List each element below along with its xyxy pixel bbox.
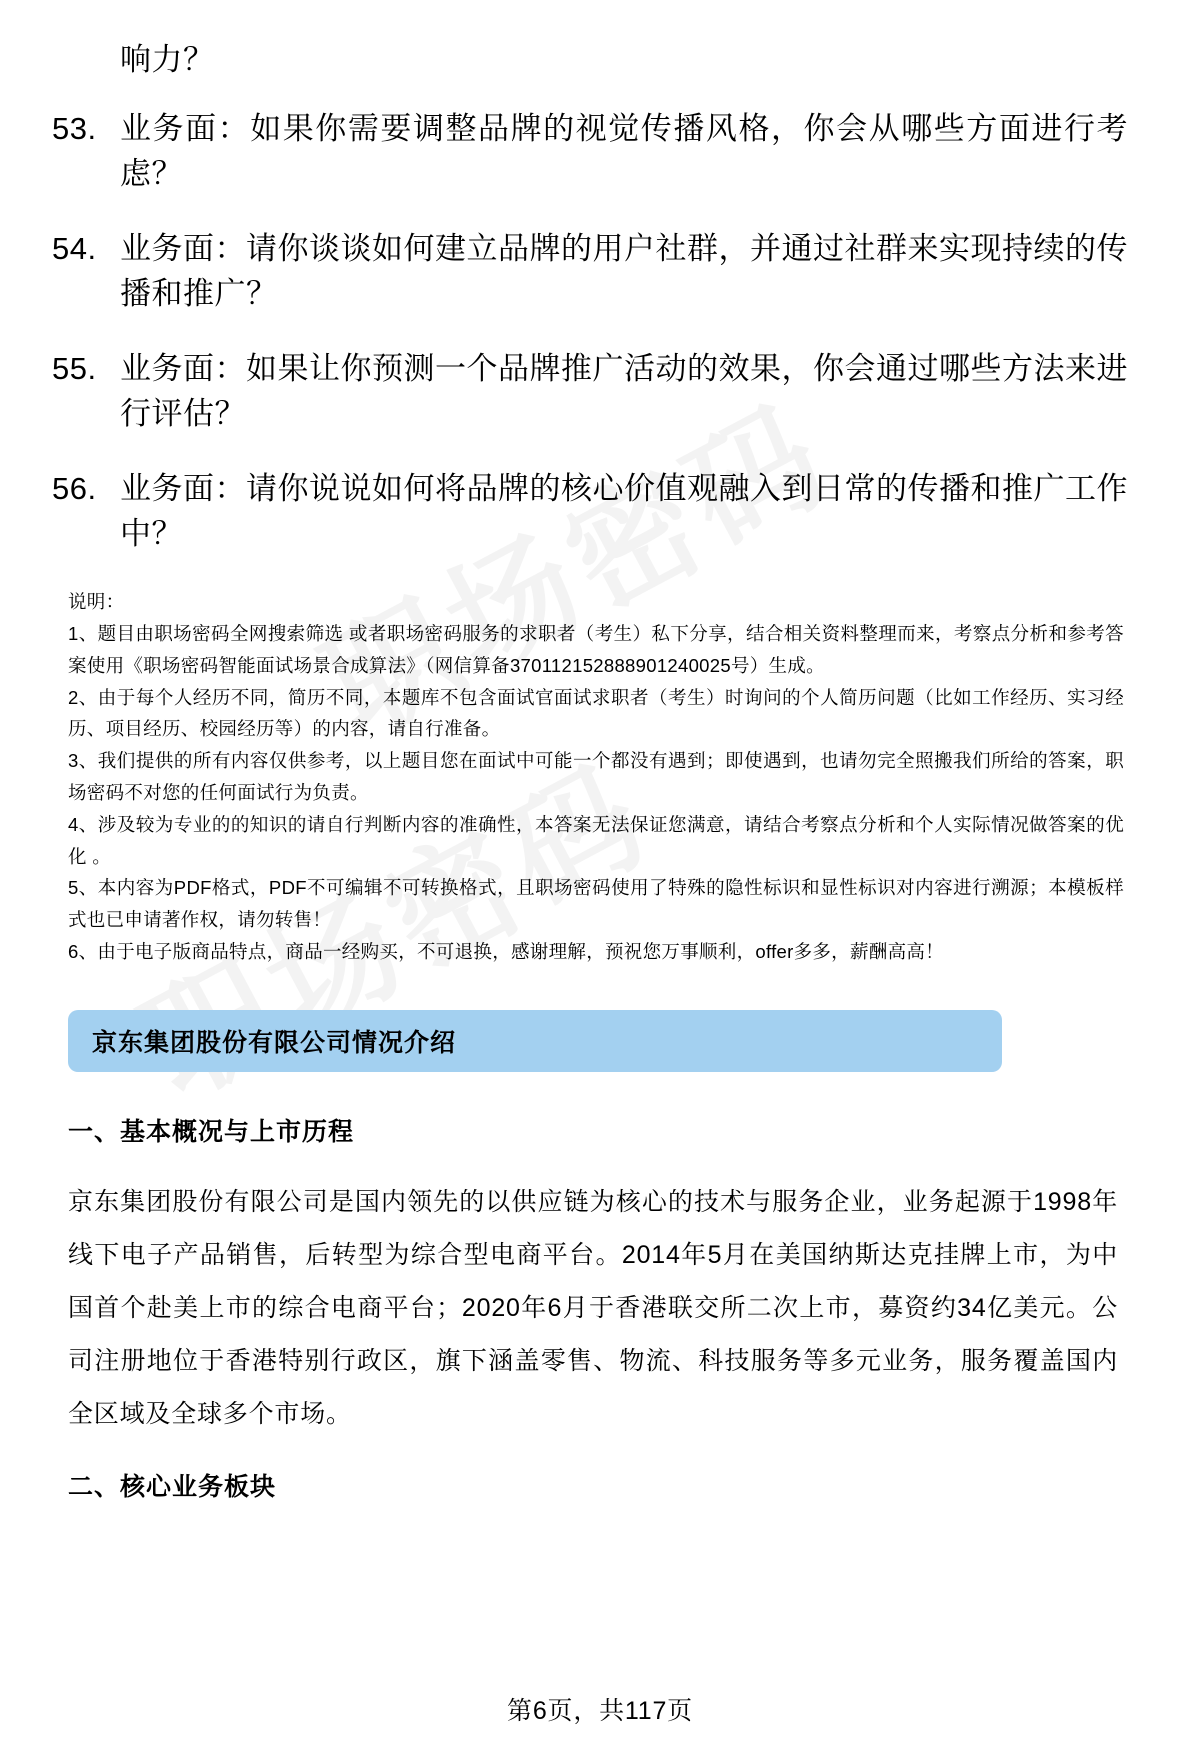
note-item: 5、本内容为PDF格式，PDF不可编辑不可转换格式，且职场密码使用了特殊的隐性标识和显性标识对内容进行溯源；本模板样式也已申请著作权，请勿转售！ bbox=[68, 877, 1124, 931]
question-text: 业务面：请你谈谈如何建立品牌的用户社群，并通过社群来实现持续的传播和推广？ bbox=[120, 230, 1128, 311]
page-footer: 第6页，共117页 bbox=[507, 1697, 693, 1725]
question-list bbox=[48, 107, 1128, 557]
note-item: 6、由于电子版商品特点，商品一经购买，不可退换，感谢理解，预祝您万事顺利，offer多多，薪酬高高！ bbox=[68, 941, 944, 962]
section-paragraph-1: 京东集团股份有限公司是国内领先的以供应链为核心的技术与服务企业，业务起源于1998年线下电子产品销售，后转型为综合型电商平台。2014年5月在美国纳斯达克挂牌上市，为中国首个赴美上市的综合电商平台；2020年6月于香港联交所二次上市，募资约34亿美元。公司注册地位于香港特别行政区，旗下涵盖零售、物流、科技服务等多元业务，服务覆盖国内全区域及全球多个市场。 bbox=[68, 1187, 1118, 1428]
note-item: 2、由于每个人经历不同，简历不同，本题库不包含面试官面试求职者（考生）时询问的个人简历问题（比如工作经历、实习经历、项目经历、校园经历等）的内容，请自行准备。 bbox=[68, 686, 1124, 740]
note-item: 1、题目由职场密码全网搜索筛选 或者职场密码服务的求职者（考生）私下分享，结合相关资料整理而来，考察点分析和参考答案使用《职场密码智能面试场景合成算法》（网信算备370112152888901240025号）生成。 bbox=[68, 622, 1124, 676]
note-item: 3、我们提供的所有内容仅供参考，以上题目您在面试中可能一个都没有遇到；即使遇到，也请勿完全照搬我们所给的答案，职场密码不对您的任何面试行为负责。 bbox=[68, 750, 1124, 803]
question-text: 业务面：如果你需要调整品牌的视觉传播风格，你会从哪些方面进行考虑？ bbox=[120, 110, 1128, 191]
section-heading-1: 一、基本概况与上市历程 bbox=[68, 1117, 355, 1146]
notes-title: 说明： bbox=[68, 591, 125, 613]
section-heading-2: 二、核心业务板块 bbox=[68, 1472, 277, 1501]
question-item bbox=[48, 467, 1128, 557]
company-intro-banner bbox=[68, 1010, 1002, 1072]
continuation-text: 响力？ bbox=[120, 42, 215, 77]
company-intro-body bbox=[68, 1112, 1118, 1503]
question-item bbox=[48, 107, 1128, 197]
question-number: 56. bbox=[52, 470, 97, 506]
question-text: 业务面：如果让你预测一个品牌推广活动的效果，你会通过哪些方法来进行评估？ bbox=[120, 350, 1128, 431]
company-intro-banner-label: 京东集团股份有限公司情况介绍 bbox=[92, 1028, 457, 1057]
question-number: 53. bbox=[52, 110, 97, 146]
question-item bbox=[48, 227, 1128, 317]
question-item bbox=[48, 347, 1128, 437]
question-number: 54. bbox=[52, 230, 97, 266]
notes-block bbox=[48, 586, 1128, 967]
note-item: 4、涉及较为专业的的知识的请自行判断内容的准确性，本答案无法保证您满意，请结合考察点分析和个人实际情况做答案的优化 。 bbox=[68, 813, 1124, 867]
question-number: 55. bbox=[52, 350, 97, 386]
question-text: 业务面：请你说说如何将品牌的核心价值观融入到日常的传播和推广工作中？ bbox=[120, 470, 1128, 551]
